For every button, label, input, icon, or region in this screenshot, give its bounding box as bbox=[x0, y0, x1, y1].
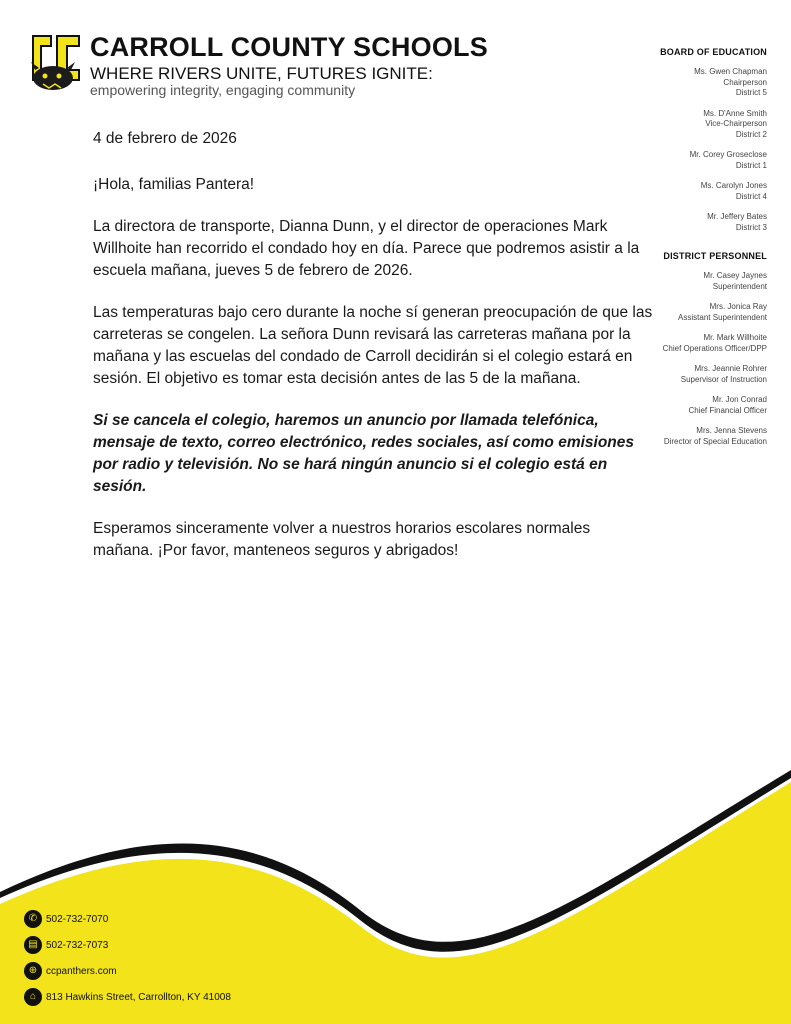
member-role: Chief Operations Officer/DPP bbox=[662, 343, 767, 353]
home-icon: ⌂ bbox=[24, 988, 42, 1006]
member-role: District 1 bbox=[735, 160, 767, 170]
phone-icon: ✆ bbox=[24, 910, 42, 928]
letter-date: 4 de febrero de 2026 bbox=[93, 130, 237, 147]
member-role: Assistant Superintendent bbox=[678, 312, 767, 322]
member-role: Chairperson bbox=[723, 77, 767, 87]
member-role: Supervisor of Instruction bbox=[680, 374, 767, 384]
personnel-member bbox=[617, 333, 767, 354]
member-name: Ms. Carolyn Jones bbox=[700, 181, 767, 190]
address-contact bbox=[24, 988, 231, 1006]
letter-paragraph: Las temperaturas bajo cero durante la noche sí generan preocupación de que las carreteras se congelen. La señora Dunn revisará las carreteras mañana por la mañana y las escuelas del condado de Carroll decidirán si el colegio estará en sesión. El objetivo es tomar esta decisión antes de las 5 de la mañana. bbox=[93, 304, 653, 387]
board-member bbox=[617, 150, 767, 171]
member-district: District 2 bbox=[735, 129, 767, 139]
fax-icon: ▤ bbox=[24, 936, 42, 954]
subtagline: empowering integrity, engaging community bbox=[90, 82, 356, 98]
sidebar-directory bbox=[617, 47, 767, 457]
board-member bbox=[617, 212, 767, 233]
website-url: ccpanthers.com bbox=[46, 965, 117, 977]
letter-emphasis-paragraph: Si se cancela el colegio, haremos un anuncio por llamada telefónica, mensaje de texto, correo electrónico, redes sociales, así como emisiones por radio y televisión. No se hará ningún anuncio si el colegio está en sesión. bbox=[93, 412, 635, 495]
personnel-member bbox=[617, 302, 767, 323]
globe-icon: ⊕ bbox=[24, 962, 42, 980]
fax-contact[interactable] bbox=[24, 936, 231, 954]
member-role: Chief Financial Officer bbox=[688, 405, 767, 415]
board-member bbox=[617, 67, 767, 99]
phone-number: 502-732-7070 bbox=[46, 913, 109, 925]
member-name: Ms. D'Anne Smith bbox=[703, 108, 767, 118]
member-name: Ms. Gwen Chapman bbox=[694, 67, 767, 76]
member-name: Mr. Corey Groseclose bbox=[689, 150, 767, 159]
member-name: Mr. Mark Willhoite bbox=[703, 333, 767, 342]
member-role: Superintendent bbox=[712, 281, 767, 291]
letter-body bbox=[93, 128, 653, 582]
personnel-member bbox=[617, 364, 767, 385]
board-member bbox=[617, 181, 767, 202]
personnel-member bbox=[617, 395, 767, 416]
street-address: 813 Hawkins Street, Carrollton, KY 41008 bbox=[46, 991, 231, 1003]
board-member bbox=[617, 109, 767, 141]
org-name: CARROLL COUNTY SCHOOLS bbox=[90, 32, 488, 62]
letter-paragraph: La directora de transporte, Dianna Dunn, y el director de operaciones Mark Willhoite han recorrido el condado hoy en día. Parece que podremos asistir a la escuela mañana, jueves 5 de febrero de 2026. bbox=[93, 218, 640, 279]
board-heading: BOARD OF EDUCATION bbox=[660, 47, 767, 57]
personnel-heading: DISTRICT PERSONNEL bbox=[663, 251, 767, 261]
website-link[interactable] bbox=[24, 962, 231, 980]
member-name: Mrs. Jeannie Rohrer bbox=[694, 364, 767, 373]
personnel-member bbox=[617, 271, 767, 292]
member-role: District 3 bbox=[735, 222, 767, 232]
member-role: Vice-Chairperson bbox=[705, 119, 767, 128]
personnel-member bbox=[617, 426, 767, 447]
member-role: Director of Special Education bbox=[663, 436, 767, 446]
member-name: Mrs. Jenna Stevens bbox=[696, 426, 767, 435]
footer-contacts bbox=[24, 910, 231, 1014]
member-role: District 4 bbox=[735, 191, 767, 201]
member-district: District 5 bbox=[735, 88, 767, 97]
member-name: Mr. Casey Jaynes bbox=[703, 271, 767, 280]
fax-number: 502-732-7073 bbox=[46, 939, 109, 951]
member-name: Mrs. Jonica Ray bbox=[709, 302, 767, 311]
member-name: Mr. Jon Conrad bbox=[712, 395, 767, 404]
cc-panther-logo-icon bbox=[27, 30, 83, 100]
tagline: WHERE RIVERS UNITE, FUTURES IGNITE: bbox=[90, 64, 433, 83]
letter-greeting: ¡Hola, familias Pantera! bbox=[93, 176, 255, 193]
member-name: Mr. Jeffery Bates bbox=[707, 212, 767, 221]
phone-contact[interactable] bbox=[24, 910, 231, 928]
letter-paragraph: Esperamos sinceramente volver a nuestros horarios escolares normales mañana. ¡Por favor, manteneos seguros y abrigados! bbox=[93, 520, 591, 559]
